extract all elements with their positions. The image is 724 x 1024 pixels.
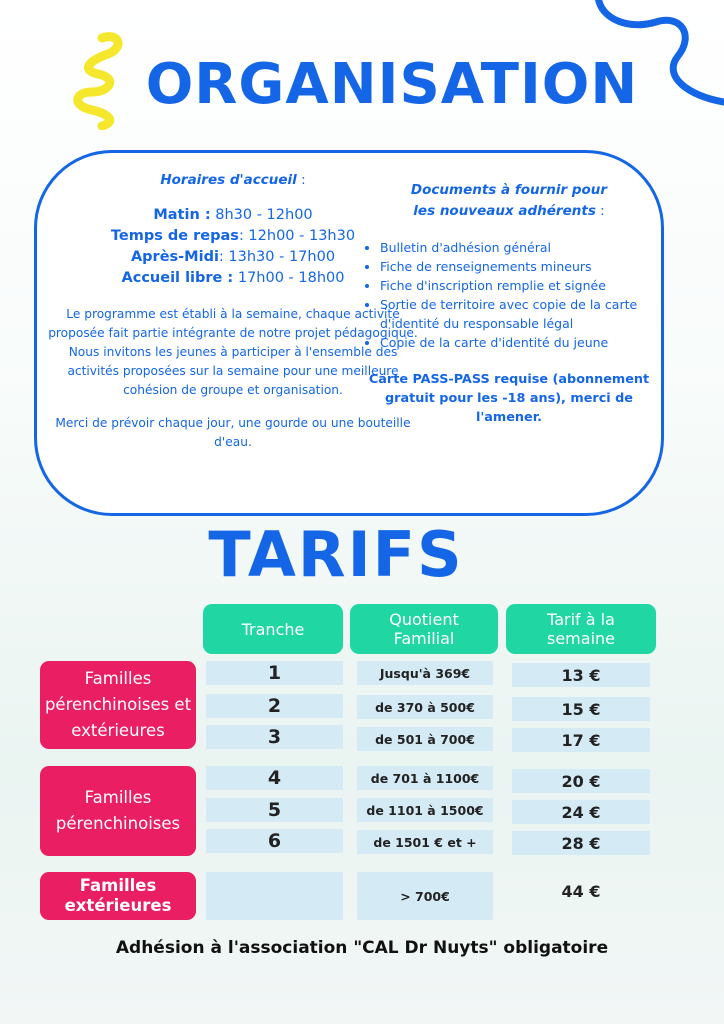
schedule-item: Accueil libre : 17h00 - 18h00 bbox=[121, 270, 345, 286]
pass-note: Carte PASS-PASS requise (abonnement gratuit pour les -18 ans), merci de l'amener. bbox=[368, 372, 650, 425]
group-exterieures: Familles extérieures bbox=[40, 872, 196, 920]
document-item: • Bulletin d'adhésion général bbox=[380, 238, 666, 257]
cell-quotient: Jusqu'à 369€ bbox=[357, 661, 493, 685]
cell-tranche: 6 bbox=[206, 829, 343, 853]
cell-tarif: 17 € bbox=[512, 728, 650, 752]
cell-quotient: > 700€ bbox=[357, 872, 493, 920]
header-tarif: Tarif à la semaine bbox=[506, 604, 656, 654]
cell-tranche-empty bbox=[206, 872, 343, 920]
cell-tarif: 28 € bbox=[512, 831, 650, 855]
horaires-heading: Horaires d'accueil : bbox=[160, 172, 306, 188]
cell-quotient: de 1101 à 1500€ bbox=[357, 798, 493, 822]
schedule-item: Matin : 8h30 - 12h00 bbox=[153, 207, 313, 223]
organisation-title: ORGANISATION bbox=[145, 52, 639, 117]
header-tranche: Tranche bbox=[203, 604, 343, 654]
cell-tarif: 15 € bbox=[512, 697, 650, 721]
schedule-item: Temps de repas: 12h00 - 13h30 bbox=[110, 228, 356, 244]
cell-quotient: de 1501 € et + bbox=[357, 830, 493, 854]
cell-tarif: 44 € bbox=[561, 882, 601, 901]
documents-list bbox=[352, 238, 666, 352]
document-item: • Copie de la carte d'identité du jeune bbox=[380, 333, 666, 352]
footer-note: Adhésion à l'association "CAL Dr Nuyts" obligatoire bbox=[115, 938, 609, 958]
documents-heading: Documents à fournir pour les nouveaux adhérents : bbox=[410, 182, 608, 219]
cell-tranche: 1 bbox=[206, 661, 343, 685]
header-quotient: Quotient Familial bbox=[350, 604, 498, 654]
cell-tranche: 3 bbox=[206, 725, 343, 749]
schedule-item: Après-Midi: 13h30 - 17h00 bbox=[130, 249, 336, 265]
water-paragraph: Merci de prévoir chaque jour, une gourde ou une bouteille d'eau. bbox=[55, 416, 411, 449]
cell-tranche: 2 bbox=[206, 694, 343, 718]
group-perenchinoises: Familles pérenchinoises bbox=[40, 766, 196, 856]
programme-paragraph: Le programme est établi à la semaine, chaque activité proposée fait partie intégrante de notre projet pédagogique. Nous invitons les jeunes à participer à l'ensemble des activités proposées sur la semaine pour une meilleure cohésion de groupe et organisation. bbox=[48, 307, 418, 397]
document-item: • Sortie de territoire avec copie de la carte d'identité du responsable légal bbox=[380, 295, 666, 333]
cell-tarif: 13 € bbox=[512, 663, 650, 687]
group-perenchinoises-exterieures: Familles pérenchinoises et extérieures bbox=[40, 661, 196, 749]
tarifs-title: TARIFS bbox=[208, 518, 464, 591]
cell-quotient: de 701 à 1100€ bbox=[357, 766, 493, 790]
cell-tarif: 20 € bbox=[512, 769, 650, 793]
documents-column bbox=[352, 180, 666, 427]
cell-tarif: 24 € bbox=[512, 800, 650, 824]
cell-quotient: de 370 à 500€ bbox=[357, 695, 493, 719]
cell-tranche: 5 bbox=[206, 798, 343, 822]
cell-tranche: 4 bbox=[206, 766, 343, 790]
document-item: • Fiche de renseignements mineurs bbox=[380, 257, 666, 276]
document-item: • Fiche d'inscription remplie et signée bbox=[380, 276, 666, 295]
cell-quotient: de 501 à 700€ bbox=[357, 727, 493, 751]
